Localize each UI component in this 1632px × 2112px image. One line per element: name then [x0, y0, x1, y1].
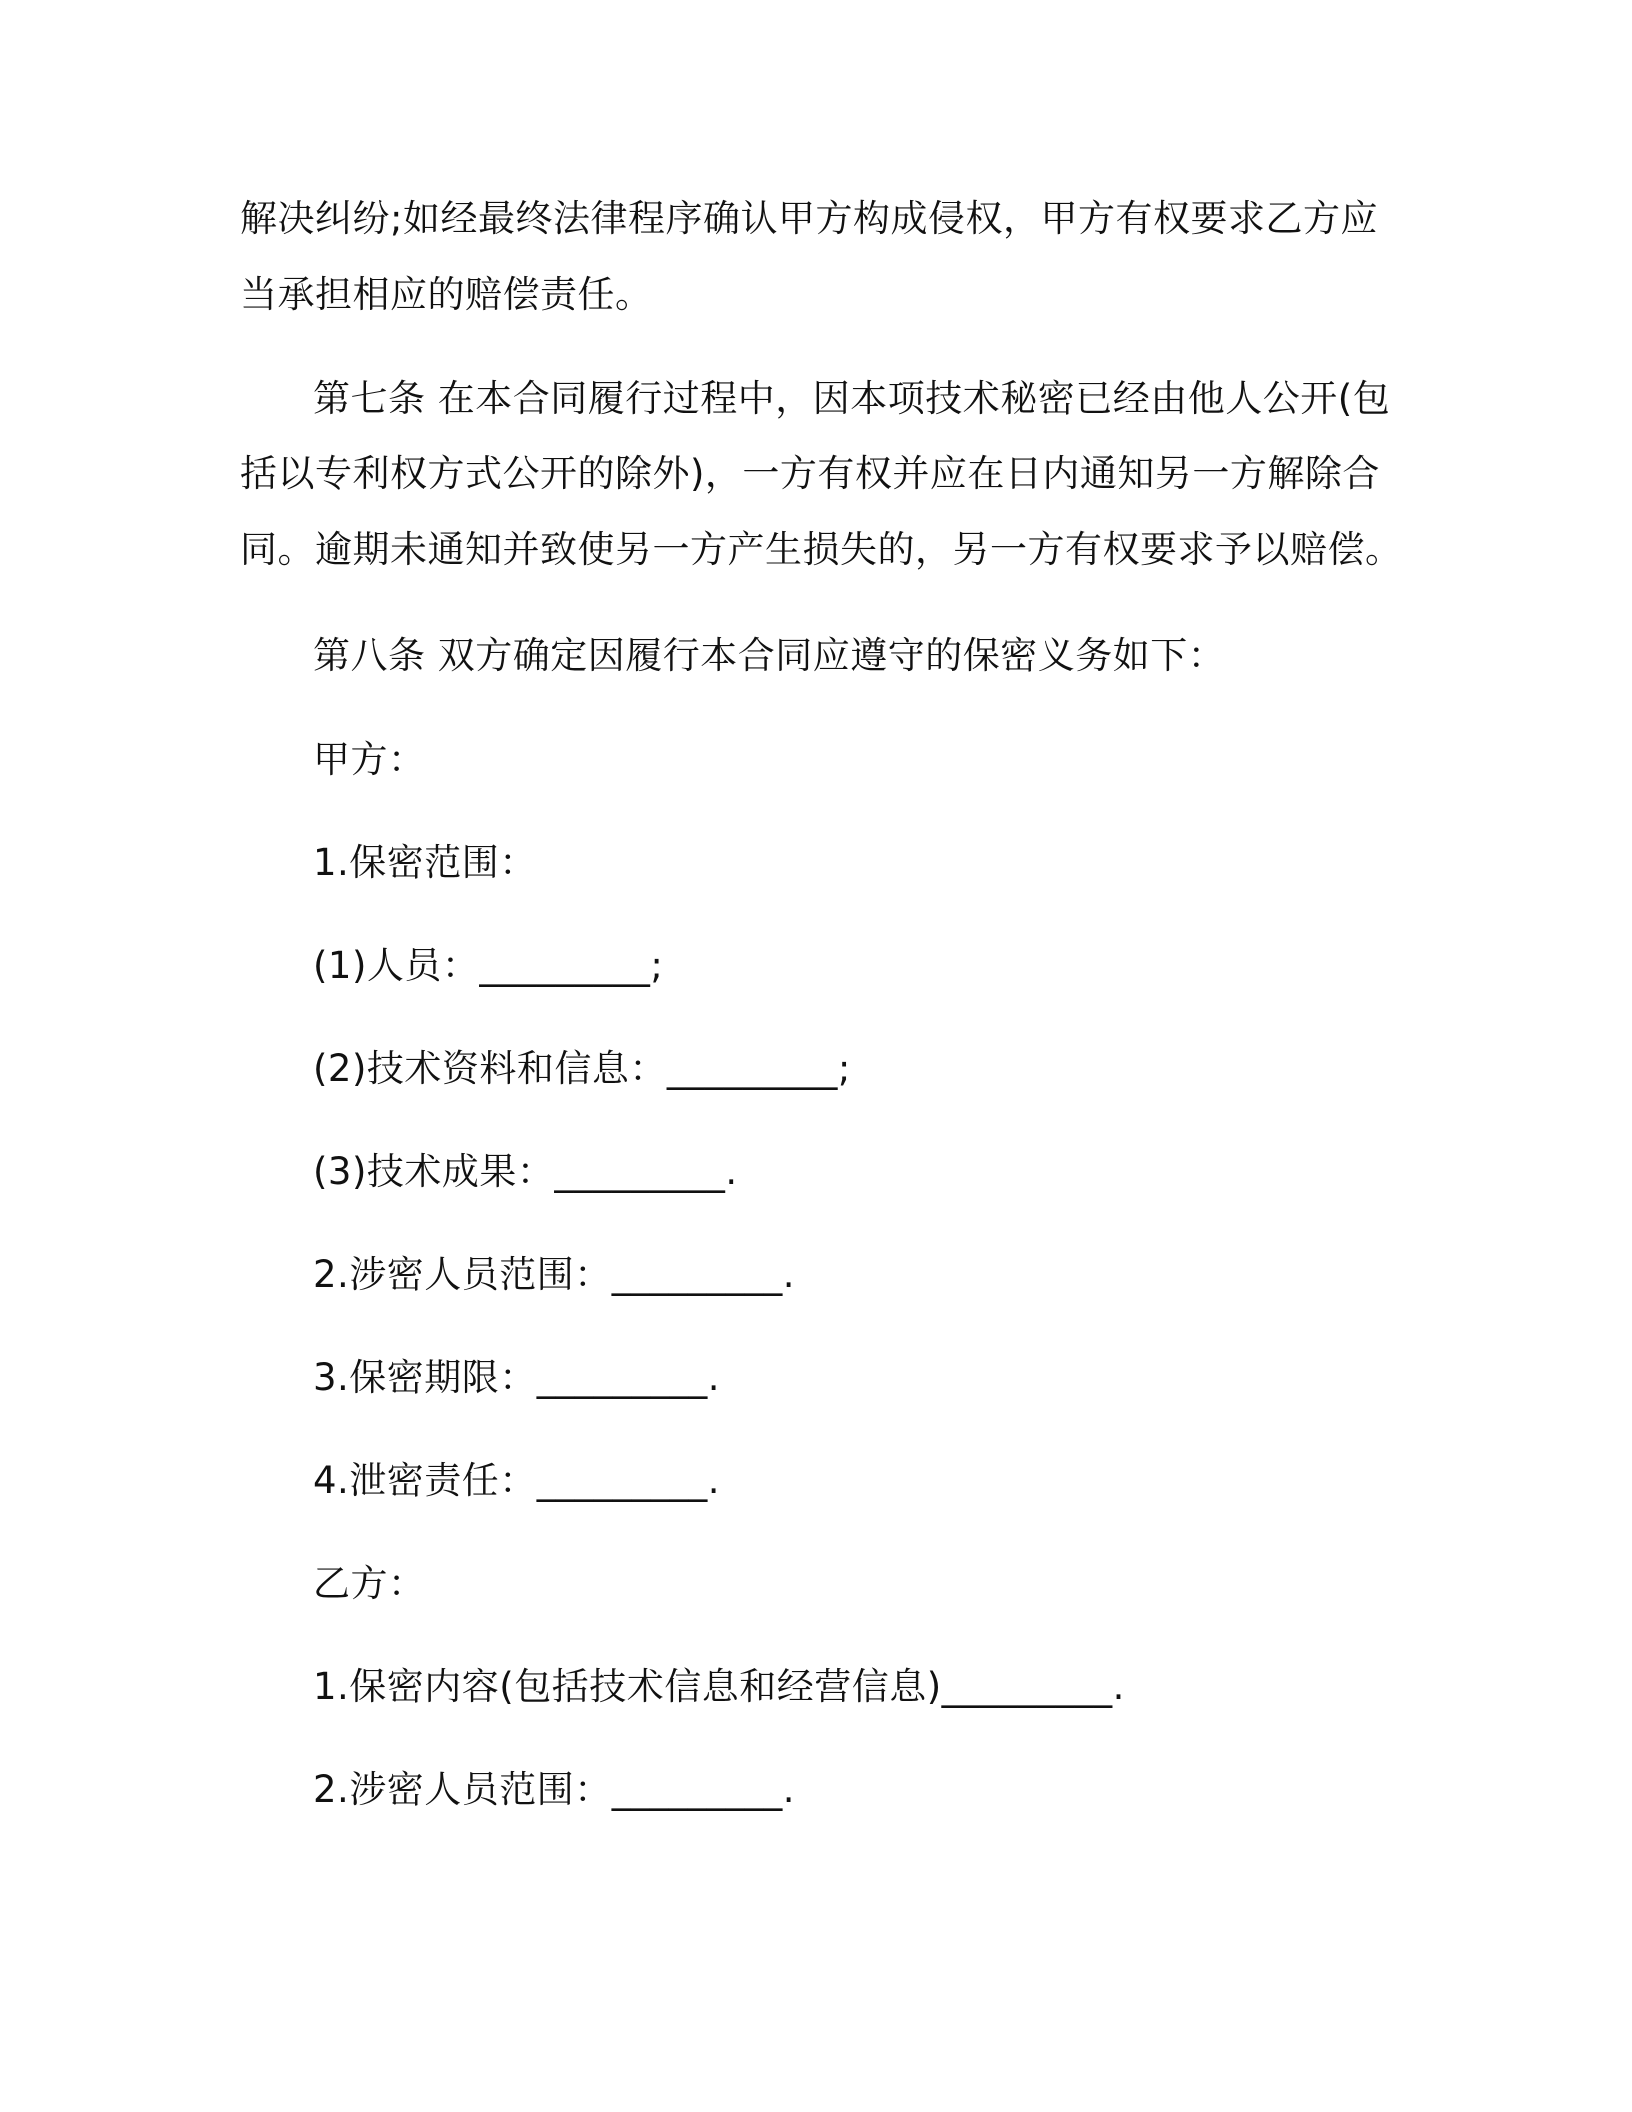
continuation-line-1: 解决纠纷;如经最终法律程序确认甲方构成侵权，甲方有权要求乙方应: [240, 197, 1378, 240]
party-a-item: 2.涉密人员范围：_________.: [313, 1253, 796, 1296]
party-a-item: 1.保密范围：: [313, 841, 537, 884]
party-a-item: (1)人员：_________;: [313, 944, 664, 987]
party-a-label: 甲方：: [313, 738, 426, 781]
party-a-item: 3.保密期限：_________.: [313, 1356, 721, 1399]
party-a-item: 4.泄密责任：_________.: [313, 1459, 721, 1502]
continuation-line-2: 当承担相应的赔偿责任。: [240, 273, 653, 316]
party-a-item: (3)技术成果：_________.: [313, 1150, 738, 1193]
article7-line-1: 第七条 在本合同履行过程中，因本项技术秘密已经由他人公开(包: [313, 377, 1391, 420]
party-a-item: (2)技术资料和信息：_________;: [313, 1047, 851, 1090]
party-b-item: 2.涉密人员范围：_________.: [313, 1768, 796, 1811]
party-b-item: 1.保密内容(包括技术信息和经营信息)_________.: [313, 1665, 1125, 1708]
party-b-label: 乙方：: [313, 1562, 426, 1605]
article8-heading: 第八条 双方确定因履行本合同应遵守的保密义务如下：: [313, 634, 1226, 677]
article7-line-3: 同。逾期未通知并致使另一方产生损失的，另一方有权要求予以赔偿。: [240, 528, 1403, 571]
article7-line-2: 括以专利权方式公开的除外)，一方有权并应在日内通知另一方解除合: [240, 452, 1380, 495]
